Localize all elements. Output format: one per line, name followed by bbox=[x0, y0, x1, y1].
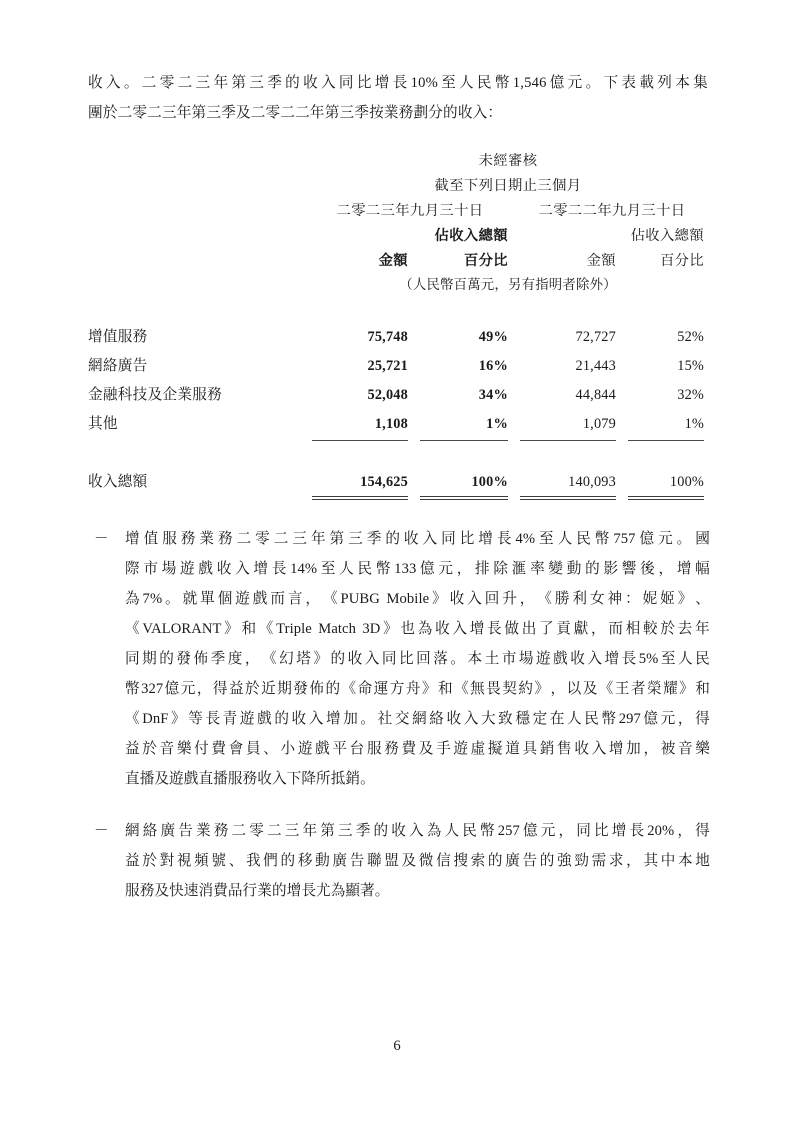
header-pct-current: 百分比 bbox=[463, 253, 508, 269]
total-double-rule-row bbox=[88, 491, 710, 507]
row-pct-current: 34% bbox=[478, 387, 508, 403]
header-date-prior: 二零二二年九月三十日 bbox=[538, 203, 686, 219]
row-amount-current: 52,048 bbox=[367, 387, 408, 403]
table-row bbox=[88, 375, 710, 404]
header-pct-of-total-current: 佔收入總額 bbox=[434, 228, 508, 244]
empty-cell bbox=[88, 433, 306, 447]
empty-cell bbox=[88, 195, 306, 220]
bullet-line: 益 於 對 視 頻 號 、 我 們 的 移 動 廣 告 聯 盟 及 微 信 搜 索 的 廣 告 的 強 勁 需 求 ， 其 中 本 地 bbox=[125, 853, 710, 869]
double-rule-amount-prior bbox=[514, 491, 622, 507]
empty-cell bbox=[306, 220, 414, 245]
unit-note: （人民幣百萬元，另有指明者除外） bbox=[399, 277, 617, 292]
table-header-dates-row bbox=[88, 195, 710, 220]
row-label: 其他 bbox=[88, 416, 118, 432]
empty-cell bbox=[88, 245, 306, 270]
row-amount-current: 75,748 bbox=[367, 329, 408, 345]
intro-paragraph-block bbox=[88, 68, 708, 128]
double-rule-pct-current bbox=[414, 491, 514, 507]
header-pct-of-total-prior: 佔收入總額 bbox=[630, 228, 705, 244]
row-amount-prior: 21,443 bbox=[575, 358, 616, 374]
table-header-column-labels-row bbox=[88, 245, 710, 270]
row-pct-prior: 1% bbox=[684, 416, 705, 432]
bullet-line: 幣 327 億 元 ， 得 益 於 近 期 發 佈 的 《 命 運 方 舟 》 和 《 無 畏 契 約 》 ， 以 及 《 王 者 榮 耀 》 和 bbox=[125, 681, 710, 697]
total-pct-prior: 100% bbox=[669, 474, 705, 490]
bullet-line: 為 7% 。 就 單 個 遊 戲 而 言 ， 《 PUBG Mobile 》 收 入 回 升 ， 《 勝 利 女 神 ： 妮 姬 》 、 bbox=[125, 591, 710, 607]
table-row bbox=[88, 404, 710, 433]
empty-cell bbox=[88, 170, 306, 195]
table-row bbox=[88, 317, 710, 346]
row-pct-prior: 15% bbox=[677, 358, 705, 374]
table-header-unaudited-row bbox=[88, 145, 710, 170]
bullet-line: 益 於 音 樂 付 費 會 員 、 小 遊 戲 平 台 服 務 費 及 手 遊 虛 擬 道 具 銷 售 收 入 增 加 ， 被 音 樂 bbox=[125, 741, 710, 757]
intro-line-1: 收 入 。 二 零 二 三 年 第 三 季 的 收 入 同 比 增 長 10% 至 人 民 幣 1,546 億 元 。 下 表 載 列 本 集 bbox=[88, 75, 708, 91]
empty-cell bbox=[88, 145, 306, 170]
bullet-dash-icon: － bbox=[94, 823, 109, 839]
bullet-line: 際 市 場 遊 戲 收 入 增 長 14% 至 人 民 幣 133 億 元 ， 排 除 滙 率 變 動 的 影 響 後 ， 增 幅 bbox=[125, 561, 710, 577]
empty-cell bbox=[88, 270, 306, 295]
row-label: 金融科技及企業服務 bbox=[88, 387, 223, 403]
revenue-by-segment-table-wrapper bbox=[88, 145, 710, 507]
row-amount-prior: 72,727 bbox=[575, 329, 616, 345]
table-total-row bbox=[88, 463, 710, 491]
row-amount-prior: 1,079 bbox=[582, 416, 616, 432]
row-pct-current: 49% bbox=[478, 329, 508, 345]
rule-amount-current bbox=[306, 433, 414, 447]
intro-paragraph bbox=[88, 68, 708, 128]
header-unaudited: 未經審核 bbox=[478, 153, 538, 169]
row-amount-current: 1,108 bbox=[374, 416, 408, 432]
bullet-line: 網 絡 廣 告 業 務 二 零 二 三 年 第 三 季 的 收 入 為 人 民 幣 257 億 元 ， 同 比 增 長 20% ， 得 bbox=[125, 823, 710, 839]
row-label: 網絡廣告 bbox=[88, 358, 148, 374]
empty-cell bbox=[88, 220, 306, 245]
bullet-dash-icon: － bbox=[94, 531, 109, 547]
bullet-line: 增 值 服 務 業 務 二 零 二 三 年 第 三 季 的 收 入 同 比 增 長 4% 至 人 民 幣 757 億 元 。 國 bbox=[125, 531, 710, 547]
total-pct-current: 100% bbox=[471, 474, 508, 490]
rule-pct-current bbox=[414, 433, 514, 447]
table-header-period-row bbox=[88, 170, 710, 195]
page-number: 6 bbox=[393, 1038, 401, 1054]
header-date-current: 二零二三年九月三十日 bbox=[336, 203, 484, 219]
spacer-row bbox=[88, 295, 710, 317]
total-label: 收入總額 bbox=[88, 474, 148, 490]
double-rule-amount-current bbox=[306, 491, 414, 507]
bullet-line: 《 VALORANT 》 和 《 Triple Match 3D 》 也 為 收 入 增 長 做 出 了 貢 獻 ， 而 相 較 於 去 年 bbox=[125, 621, 710, 637]
spacer-row bbox=[88, 447, 710, 463]
header-pct-prior: 百分比 bbox=[659, 253, 705, 269]
row-amount-current: 25,721 bbox=[367, 358, 408, 374]
total-amount-current: 154,625 bbox=[360, 474, 408, 490]
row-amount-prior: 44,844 bbox=[575, 387, 616, 403]
header-amount-prior: 金額 bbox=[586, 253, 616, 269]
bullet-list bbox=[88, 524, 710, 928]
table-row bbox=[88, 346, 710, 375]
rule-pct-prior bbox=[622, 433, 710, 447]
bullet-item-online-advertising bbox=[88, 816, 710, 906]
bullet-item-value-added-services bbox=[88, 524, 710, 794]
bullet-line: 同 期 的 發 佈 季 度 ， 《 幻 塔 》 的 收 入 同 比 回 落 。 本 土 市 場 遊 戲 收 入 增 長 5% 至 人 民 bbox=[125, 651, 710, 667]
table-header-pct-of-total-row bbox=[88, 220, 710, 245]
double-rule-pct-prior bbox=[622, 491, 710, 507]
bullet-line: 服務及快速消費品行業的增長尤為顯著。 bbox=[125, 883, 390, 899]
total-amount-prior: 140,093 bbox=[568, 474, 616, 490]
row-pct-prior: 52% bbox=[677, 329, 705, 345]
header-amount-current: 金額 bbox=[378, 253, 408, 269]
subtotal-rule-row bbox=[88, 433, 710, 447]
table-unit-note-row bbox=[88, 270, 710, 295]
bullet-line: 直播及遊戲直播服務收入下降所抵銷。 bbox=[125, 771, 375, 787]
intro-line-2: 團於二零二三年第三季及二零二二年第三季按業務劃分的收入： bbox=[88, 105, 503, 121]
empty-cell bbox=[88, 491, 306, 507]
row-pct-prior: 32% bbox=[677, 387, 705, 403]
row-pct-current: 1% bbox=[486, 416, 508, 432]
rule-amount-prior bbox=[514, 433, 622, 447]
row-label: 增值服務 bbox=[88, 329, 148, 345]
empty-cell bbox=[514, 220, 622, 245]
bullet-line: 《 DnF 》 等 長 青 遊 戲 的 收 入 增 加 。 社 交 網 絡 收 入 大 致 穩 定 在 人 民 幣 297 億 元 ， 得 bbox=[125, 711, 710, 727]
revenue-by-segment-table bbox=[88, 145, 710, 507]
row-pct-current: 16% bbox=[478, 358, 508, 374]
header-period: 截至下列日期止三個月 bbox=[434, 178, 582, 194]
